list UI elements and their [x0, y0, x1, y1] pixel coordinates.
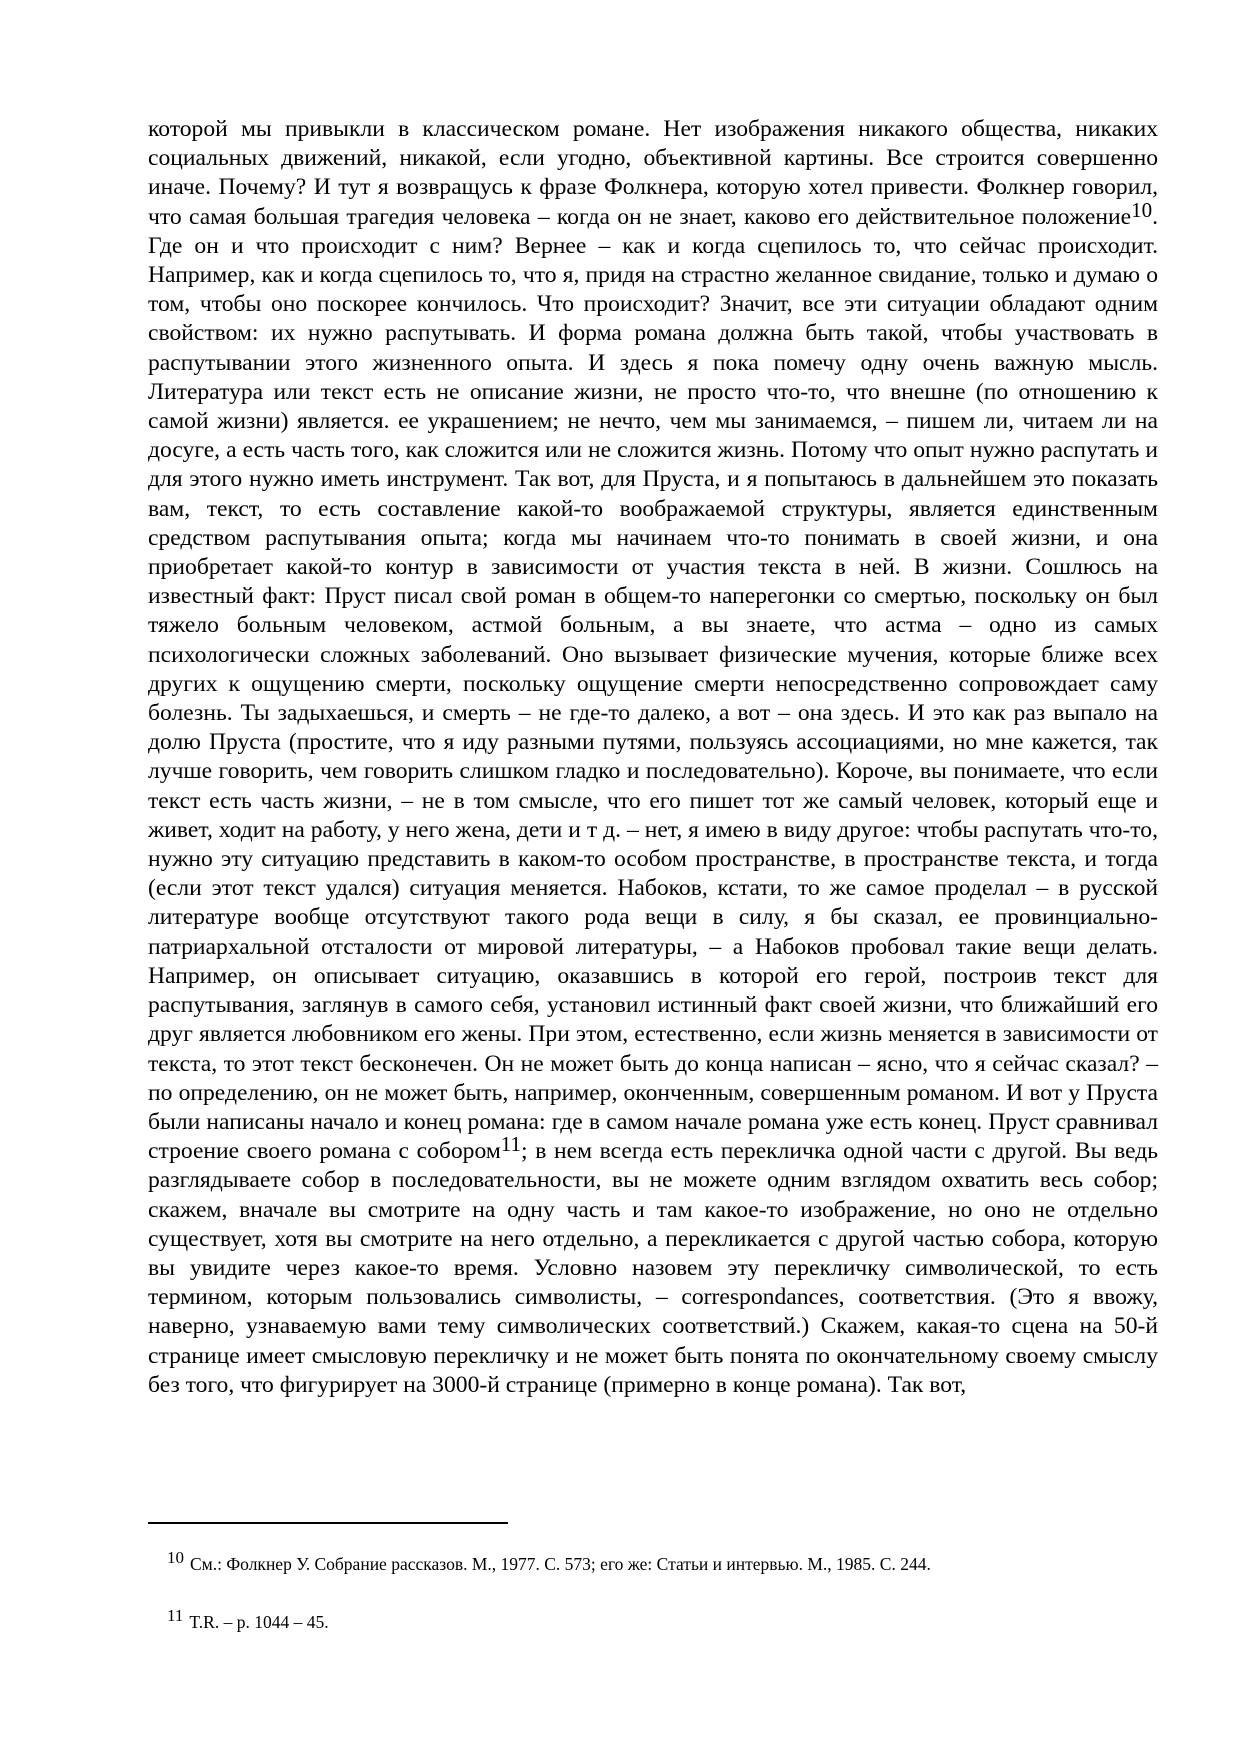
footnote-text: См.: Фолкнер У. Собрание рассказов. М., 1977. С. 573; его же: Статьи и интервью. М., 1985. С. 244. [190, 1554, 931, 1574]
text-segment: ; в нем всегда есть перекличка одной части с другой. Вы ведь разглядываете собор в последовательности, вы не можете одним взглядом охватить весь собор; скажем, вначале вы смотрите на одну часть и там какое-то изображение, но оно не отдельно существует, хотя вы смотрите на него отдельно, а перекликается с другой частью собора, которую вы увидите через какое-то время. Условно назовем эту перекличку символической, то есть термином, которым пользовались символисты, – correspondances, соответствия. (Это я ввожу, наверно, узнаваемую вами тему символических соответствий.) Скажем, какая-то сцена на 50-й странице имеет смысловую перекличку и не может быть понята по окончательному своему смыслу без того, что фигурирует на 3000-й странице (примерно в конце романа). Так вот, [148, 1138, 1158, 1398]
footnote-11 [167, 1606, 329, 1634]
text-segment: которой мы привыкли в классическом романе. Нет изображения никакого общества, никаких социальных движений, никакой, если угодно, объективной картины. Все строится совершенно иначе. Почему? И тут я возвращусь к фразе Фолкнера, которую хотел привести. Фолкнер говорил, что самая большая трагедия человека – когда он не знает, каково его действительное положение [148, 116, 1158, 230]
footnote-number: 10 [167, 1548, 184, 1567]
footnote-ref-11[interactable]: 11 [500, 1132, 521, 1157]
text-segment: . Где он и что происходит с ним? Вернее – как и когда сцепилось то, что сейчас происходит. Например, как и когда сцепилось то, что я, придя на страстно желанное свидание, только и думаю о том, чтобы оно поскорее кончилось. Что происходит? Значит, все эти ситуации обладают одним свойством: их нужно распутывать. И форма романа должна быть такой, чтобы участвовать в распутывании этого жизненного опыта. И здесь я пока помечу одну очень важную мысль. Литература или текст есть не описание жизни, не просто что-то, что внешне (по отношению к самой жизни) является. ее украшением; не нечто, чем мы занимаемся, – пишем ли, читаем ли на досуге, а есть часть того, как сложится или не сложится жизнь. Потому что опыт нужно распутать и для этого нужно иметь инструмент. Так вот, для Пруста, и я попытаюсь в дальнейшем это показать вам, текст, то есть составление какой-то воображаемой структуры, является единственным средством распутывания опыта; когда мы начинаем что-то понимать в своей жизни, и она приобретает какой-то контур в зависимости от участия текста в ней. В жизни. Сошлюсь на известный факт: Пруст писал свой роман в общем-то наперегонки со смертью, поскольку он был тяжело больным человеком, астмой больным, а вы знаете, что астма – одно из самых психологически сложных заболеваний. Оно вызывает физические мучения, которые ближе всех других к ощущению смерти, поскольку ощущение смерти непосредственно сопровождает саму болезнь. Ты задыхаешься, и смерть – не где-то далеко, а вот – она здесь. И это как раз выпало на долю Пруста (простите, что я иду разными путями, пользуясь ассоциациями, но мне кажется, так лучше говорить, чем говорить слишком гладко и последовательно). Короче, вы понимаете, что если текст есть часть жизни, – не в том смысле, что его пишет тот же самый человек, который еще и живет, ходит на работу, у него жена, дети и т д. – нет, я имею в виду другое: чтобы распутать что-то, нужно эту ситуацию представить в каком-то особом пространстве, в пространстве текста, и тогда (если этот текст удался) ситуация меняется. Набоков, кстати, то же самое проделал – в русской литературе вообще отсутствуют такого рода вещи в силу, я бы сказал, ее провинциально-патриархальной отсталости от мировой литературы, – а Набоков пробовал такие вещи делать. Например, он описывает ситуацию, оказавшись в которой его герой, построив текст для распутывания, заглянув в самого себя, установил истинный факт своей жизни, что ближайший его друг является любовником его жены. При этом, естественно, если жизнь меняется в зависимости от текста, то этот текст бесконечен. Он не может быть до конца написан – ясно, что я сейчас сказал? – по определению, он не может быть, например, оконченным, совершенным романом. И вот у Пруста были написаны начало и конец романа: где в самом начале романа уже есть конец. Пруст сравнивал строение своего романа с собором [148, 203, 1158, 1165]
footnote-number: 11 [167, 1606, 184, 1625]
paragraph [148, 115, 1158, 1400]
footnote-separator [148, 1522, 508, 1524]
main-text [148, 115, 1158, 1400]
footnote-ref-10[interactable]: 10 [1131, 197, 1153, 222]
footnote-text: T.R. – p. 1044 – 45. [189, 1612, 329, 1632]
footnote-10 [167, 1548, 931, 1576]
